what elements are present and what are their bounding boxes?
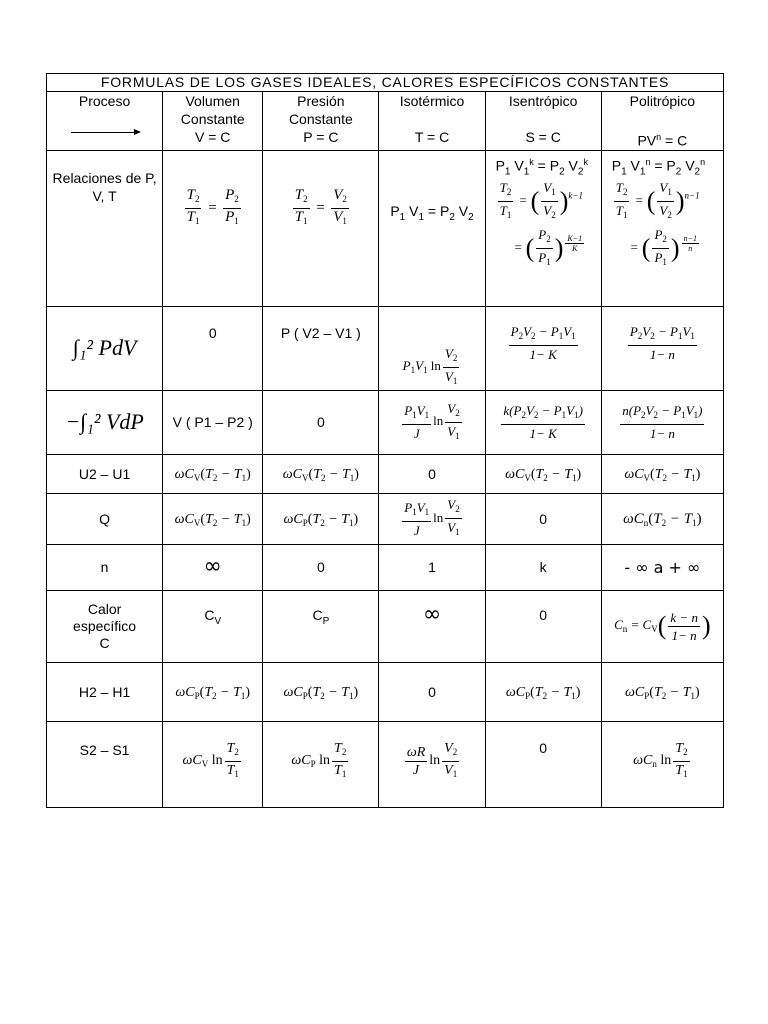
formula-vdp-isentropico: $\frac{k(P_2V_2 - P_1V_1)}{1- K}$ — [485, 390, 601, 454]
formula-q-presion: $\omega C_P(T_2 - T_1)$ — [263, 493, 379, 544]
row-label-q: Q — [47, 493, 163, 544]
cell-n-volumen — [163, 544, 263, 590]
row-s — [47, 721, 724, 807]
formula-relaciones-volumen: $\frac{T_2}{T_1}$ = $\frac{P_2}{P_1}$ — [163, 150, 263, 306]
formula-relaciones-isentropico: $P_1$ $V_1^k = P_2$ $V_2^k$ $\frac{T_2}{T_1}$ = ( $\frac{V_1}{V_2}$ )$^{k-1}$ = ( $\frac{P_2}{P_1}$ ) $^{\frac{K-1}{K}}$ — [485, 150, 601, 306]
row-label-vdp: −∫₁² VdP — [47, 390, 163, 454]
formula-s-presion: $\omega C_P$ ln $\frac{T_2}{T_1}$ — [263, 721, 379, 807]
formula-u-presion: $\omega C_V(T_2 - T_1)$ — [263, 454, 379, 493]
row-u — [47, 454, 724, 493]
formula-pdv-politropico: $\frac{P_2V_2 - P_1V_1}{1- n}$ — [601, 306, 723, 390]
formula-relaciones-presion: $\frac{T_2}{T_1}$ = $\frac{V_2}{V_1}$ — [263, 150, 379, 306]
table-title: FORMULAS DE LOS GASES IDEALES, CALORES ESPECÍFICOS CONSTANTES — [47, 74, 724, 92]
arrow-right-icon — [71, 132, 139, 133]
header-presion: Presión Constante P = C — [263, 92, 379, 151]
cell-calor-isotermico — [379, 590, 485, 662]
ideal-gas-formula-table — [46, 73, 724, 808]
formula-u-isentropico: $\omega C_V(T_2 - T_1)$ — [485, 454, 601, 493]
row-pdv — [47, 306, 724, 390]
formula-h-politropico: $\omega C_P(T_2 - T_1)$ — [601, 662, 723, 721]
row-label-s: S2 – S1 — [47, 721, 163, 807]
cell-n-isentropico: k — [485, 544, 601, 590]
header-isotermico: Isotérmico T = C — [379, 92, 485, 151]
header-isentropico: Isentrópico S = C — [485, 92, 601, 151]
cell-pdv-presion: P ( V2 – V1 ) — [263, 306, 379, 390]
row-label-u: U2 – U1 — [47, 454, 163, 493]
row-label-h: H2 – H1 — [47, 662, 163, 721]
formula-relaciones-isotermico: $P_1$ $V_1 = P_2$ $V_2$ — [379, 150, 485, 306]
formula-s-isotermico: $\frac{\omega R}{J}$ ln $\frac{V_2}{V_1}$ — [379, 721, 485, 807]
formula-q-volumen: $\omega C_V(T_2 - T_1)$ — [163, 493, 263, 544]
formula-q-isotermico: $\frac{P_1V_1}{J}$ ln $\frac{V_2}{V_1}$ — [379, 493, 485, 544]
formula-vdp-politropico: $\frac{n(P_2V_2 - P_1V_1)}{1- n}$ — [601, 390, 723, 454]
infinity-symbol: ∞ — [203, 554, 222, 580]
formula-s-volumen: $\omega C_V$ ln $\frac{T_2}{T_1}$ — [163, 721, 263, 807]
row-n — [47, 544, 724, 590]
row-h — [47, 662, 724, 721]
formula-h-isentropico: $\omega C_P(T_2 - T_1)$ — [485, 662, 601, 721]
cell-vdp-volumen: V ( P1 – P2 ) — [163, 390, 263, 454]
cell-calor-isentropico: 0 — [485, 590, 601, 662]
row-label-calor: Calor específico C — [47, 590, 163, 662]
row-q — [47, 493, 724, 544]
formula-u-politropico: $\omega C_V(T_2 - T_1)$ — [601, 454, 723, 493]
formula-vdp-isotermico: $\frac{P_1V_1}{J}$ ln $\frac{V_2}{V_1}$ — [379, 390, 485, 454]
row-vdp — [47, 390, 724, 454]
cell-pdv-volumen: 0 — [163, 306, 263, 390]
cell-n-politropico: - ∞ a + ∞ — [601, 544, 723, 590]
row-calor — [47, 590, 724, 662]
formula-h-volumen: $\omega C_P(T_2 - T_1)$ — [163, 662, 263, 721]
cell-calor-volumen: $C_V$ — [163, 590, 263, 662]
cell-q-isentropico: 0 — [485, 493, 601, 544]
formula-pdv-isotermico: $P_1V_1$ ln $\frac{V_2}{V_1}$ — [379, 306, 485, 390]
formula-q-politropico: $\omega C_n(T_2 - T_1)$ — [601, 493, 723, 544]
cell-h-isotermico: 0 — [379, 662, 485, 721]
header-proceso: Proceso — [47, 92, 163, 151]
header-row — [47, 92, 724, 151]
cell-u-isotermico: 0 — [379, 454, 485, 493]
cell-s-isentropico: 0 — [485, 721, 601, 807]
cell-n-isotermico: 1 — [379, 544, 485, 590]
header-volumen: Volumen Constante V = C — [163, 92, 263, 151]
row-label-n: n — [47, 544, 163, 590]
row-label-relaciones: Relaciones de P, V, T — [47, 150, 163, 306]
infinity-symbol: ∞ — [422, 601, 442, 627]
formula-s-politropico: $\omega C_n$ ln $\frac{T_2}{T_1}$ — [601, 721, 723, 807]
cell-n-presion: 0 — [263, 544, 379, 590]
row-label-pdv: ∫₁² PdV — [47, 306, 163, 390]
formula-calor-politropico: $C_n = C_V$( $\frac{k - n}{1- n}$ ) — [601, 590, 723, 662]
cell-calor-presion: $C_P$ — [263, 590, 379, 662]
cell-vdp-presion: 0 — [263, 390, 379, 454]
formula-pdv-isentropico: $\frac{P_2V_2 - P_1V_1}{1- K}$ — [485, 306, 601, 390]
formula-u-volumen: $\omega C_V(T_2 - T_1)$ — [163, 454, 263, 493]
row-relaciones — [47, 150, 724, 306]
header-politropico: Politrópico $PV^n = C$ — [601, 92, 723, 151]
formula-relaciones-politropico: $P_1$ $V_1^n = P_2$ $V_2^n$ $\frac{T_2}{T_1}$ = ( $\frac{V_1}{V_2}$ )$^{n-1}$ = ( $\frac{P_2}{P_1}$ ) $^{\frac{n-1}{n}}$ — [601, 150, 723, 306]
formula-h-presion: $\omega C_P(T_2 - T_1)$ — [263, 662, 379, 721]
